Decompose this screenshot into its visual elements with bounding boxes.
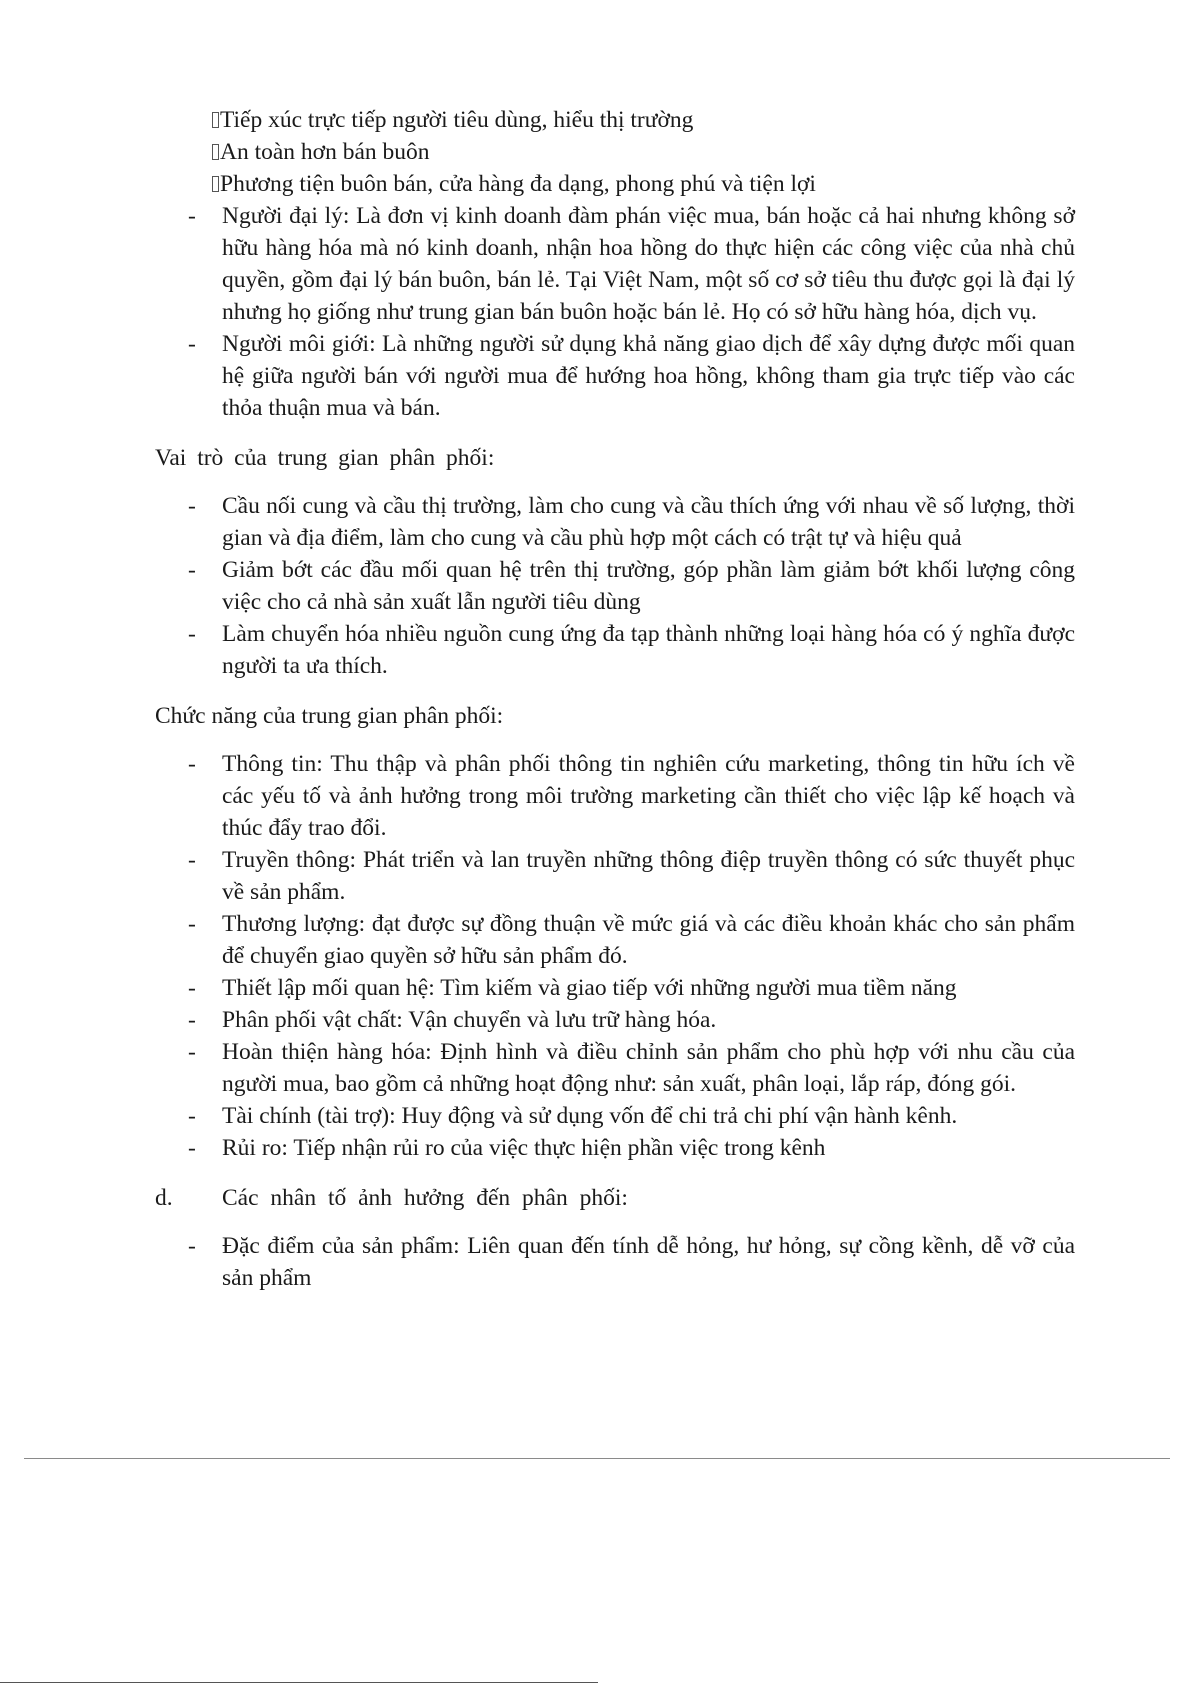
missing-glyph-icon (212, 112, 219, 128)
page-content (155, 104, 1075, 1294)
factors-heading (155, 1182, 1075, 1214)
role-item: - Làm chuyển hóa nhiều nguồn cung ứng đa tạp thành những loại hàng hóa có ý nghĩa được người ta ưa thích. (188, 621, 1075, 679)
advantage-line: An toàn hơn bán buôn (155, 136, 1075, 168)
footnote-divider (0, 1682, 598, 1683)
page-divider (24, 1458, 1170, 1459)
role-item: - Giảm bớt các đầu mối quan hệ trên thị trường, góp phần làm giảm bớt khối lượng công việc cho cả nhà sản xuất lẫn người tiêu dùng (188, 557, 1075, 615)
roles-heading: Vai trò của trung gian phân phối: (155, 445, 495, 471)
function-item: - Thiết lập mối quan hệ: Tìm kiếm và giao tiếp với những người mua tiềm năng (188, 975, 957, 1001)
section-title: Các nhân tố ảnh hưởng đến phân phối: (222, 1185, 628, 1211)
section-label: d. (155, 1185, 173, 1211)
factor-item: - Đặc điểm của sản phẩm: Liên quan đến tính dễ hỏng, hư hỏng, sự cồng kềnh, dễ vỡ của sản phẩm (188, 1233, 1075, 1291)
advantage-line: Phương tiện buôn bán, cửa hàng đa dạng, phong phú và tiện lợi (155, 168, 1075, 200)
missing-glyph-icon (212, 144, 219, 160)
missing-glyph-icon (212, 176, 219, 192)
function-item: - Phân phối vật chất: Vận chuyển và lưu trữ hàng hóa. (188, 1007, 717, 1033)
advantage-line: Tiếp xúc trực tiếp người tiêu dùng, hiểu thị trường (155, 104, 1075, 136)
function-item: - Thông tin: Thu thập và phân phối thông tin nghiên cứu marketing, thông tin hữu ích về các yếu tố và ảnh hưởng trong môi trường marketing cần thiết cho việc lập kế hoạch và thúc đẩy trao đổi. (188, 751, 1075, 841)
functions-heading: Chức năng của trung gian phân phối: (155, 703, 504, 729)
function-item: - Thương lượng: đạt được sự đồng thuận về mức giá và các điều khoản khác cho sản phẩm để chuyển giao quyền sở hữu sản phẩm đó. (188, 911, 1075, 969)
intermediary-broker: - Người môi giới: Là những người sử dụng khả năng giao dịch để xây dựng được mối quan hệ giữa người bán với người mua để hướng hoa hồng, không tham gia trực tiếp vào các thỏa thuận mua và bán. (188, 331, 1075, 421)
function-item: - Truyền thông: Phát triển và lan truyền những thông điệp truyền thông có sức thuyết phục về sản phẩm. (188, 847, 1075, 905)
intermediary-agent: - Người đại lý: Là đơn vị kinh doanh đàm phán việc mua, bán hoặc cả hai nhưng không sở hữu hàng hóa mà nó kinh doanh, nhận hoa hồng do thực hiện các công việc của nhà chủ quyền, gồm đại lý bán buôn, bán lẻ. Tại Việt Nam, một số cơ sở tiêu thu được gọi là đại lý nhưng họ giống như trung gian bán buôn hoặc bán lẻ. Họ có sở hữu hàng hóa, dịch vụ. (188, 203, 1075, 325)
function-item: - Rủi ro: Tiếp nhận rủi ro của việc thực hiện phần việc trong kênh (188, 1135, 826, 1161)
function-item: - Tài chính (tài trợ): Huy động và sử dụng vốn để chi trả chi phí vận hành kênh. (188, 1103, 958, 1129)
role-item: - Cầu nối cung và cầu thị trường, làm cho cung và cầu thích ứng với nhau về số lượng, thời gian và địa điểm, làm cho cung và cầu phù hợp một cách có trật tự và hiệu quả (188, 493, 1075, 551)
function-item: - Hoàn thiện hàng hóa: Định hình và điều chỉnh sản phẩm cho phù hợp với nhu cầu của người mua, bao gồm cả những hoạt động như: sản xuất, phân loại, lắp ráp, đóng gói. (188, 1039, 1075, 1097)
